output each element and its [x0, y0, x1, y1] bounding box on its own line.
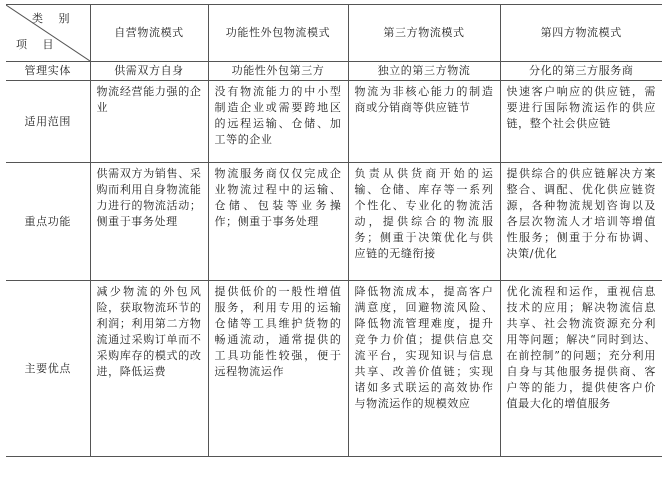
table-row-scope: [6, 81, 662, 163]
corner-cell: [6, 5, 90, 62]
row-label: 重点功能: [6, 163, 90, 281]
table-cell: 独立的第三方物流: [348, 62, 500, 81]
table-cell: 快速客户响应的供应链，需要进行国际物流运作的供应链，整个社会供应链: [500, 81, 662, 163]
table-row-advantages: [6, 281, 662, 457]
table-cell: 降低物流成本，提高客户满意度，回避物流风险、降低物流管理难度，提升竞争力价值；提供信息交流平台，实现知识与信息共享、改善价值链；实现诸如多式联运的高效协作与物流运作的规模效应: [348, 281, 500, 457]
column-header: 第三方物流模式: [348, 5, 500, 62]
table-cell: 功能性外包第三方: [208, 62, 348, 81]
table-cell: 优化流程和运作，重视信息技术的应用；解决物流信息共享、社会物流资源充分利用等问题；解决“同时到达、在前控制”的问题；充分利用自身与其他服务提供商、客户等的能力，提供使客户价值最大化的增值服务: [500, 281, 662, 457]
column-header: 功能性外包物流模式: [208, 5, 348, 62]
table-cell: 物流服务商仅仅完成企业物流过程中的运输、仓储、包装等业务操作；侧重于事务处理: [208, 163, 348, 281]
table-cell: 提供低价的一般性增值服务，利用专用的运输仓储等工具维护货物的畅通流动，通常提供的工具功能性较强，便于远程物流运作: [208, 281, 348, 457]
table-cell: 物流经营能力强的企业: [90, 81, 208, 163]
table-cell: 减少物流的外包风险，获取物流环节的利润；利用第二方物流通过采购订单而不采购库存的模式的改进，降低运费: [90, 281, 208, 457]
logistics-mode-comparison-table: [6, 4, 662, 457]
row-label: 管理实体: [6, 62, 90, 81]
row-label: 主要优点: [6, 281, 90, 457]
table-header-row: [6, 5, 662, 62]
table-cell: 分化的第三方服务商: [500, 62, 662, 81]
table-cell: 负责从供货商开始的运输、仓储、库存等一系列个性化、专业化的物流活动，提供综合的物流服务；侧重于决策优化与供应链的无缝衔接: [348, 163, 500, 281]
table-row-management: [6, 62, 662, 81]
table-cell: 没有物流能力的中小型制造企业或需要跨地区的远程运输、仓储、加工等的企业: [208, 81, 348, 163]
comparison-table-wrapper: [6, 4, 662, 457]
column-header: 第四方物流模式: [500, 5, 662, 62]
row-label: 适用范围: [6, 81, 90, 163]
table-cell: 物流为非核心能力的制造商或分销商等供应链节: [348, 81, 500, 163]
corner-item-label: 项 目: [16, 38, 60, 51]
table-row-key-functions: [6, 163, 662, 281]
table-cell: 供需双方自身: [90, 62, 208, 81]
table-cell: 提供综合的供应链解决方案整合、调配、优化供应链资源，各种物流规划咨询以及各层次物流人才培训等增值性服务；侧重于分布协调、决策/优化: [500, 163, 662, 281]
column-header: 自营物流模式: [90, 5, 208, 62]
table-cell: 供需双方为销售、采购而利用自身物流能力进行的物流活动；侧重于事务处理: [90, 163, 208, 281]
corner-category-label: 类 别: [32, 12, 76, 25]
